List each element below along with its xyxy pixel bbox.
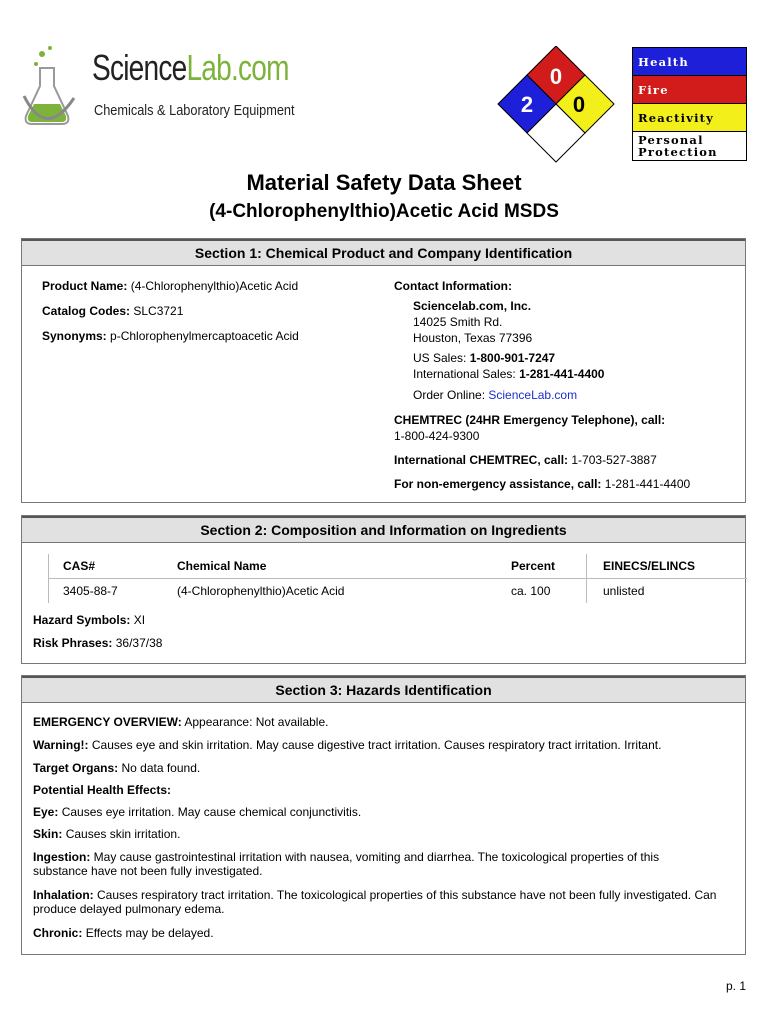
sciencelab-logo: [20, 44, 310, 134]
chemtrec-phone: 1-800-424-9300: [394, 429, 480, 443]
section-3: [21, 675, 746, 955]
section-3-heading: Section 3: Hazards Identification: [22, 676, 745, 703]
section-1-heading: Section 1: Chemical Product and Company Identification: [22, 239, 745, 266]
ingredients-table: [48, 554, 747, 603]
col-einecs: EINECS/ELINCS: [587, 554, 748, 579]
synonyms: p-Chlorophenylmercaptoacetic Acid: [110, 329, 299, 343]
order-online-link[interactable]: ScienceLab.com: [488, 388, 578, 402]
risk-phrases: 36/37/38: [115, 636, 163, 650]
address-line-1: 14025 Smith Rd.: [413, 315, 503, 329]
us-sales-phone: 1-800-901-7247: [469, 351, 556, 365]
chemtrec-label: CHEMTREC (24HR Emergency Telephone), call:: [394, 413, 666, 427]
hazard-symbols-line: Hazard Symbols: XI: [33, 613, 146, 627]
nfpa-health-value: 2: [520, 92, 534, 117]
contact-info-label: Contact Information:: [394, 279, 512, 293]
us-sales-line: US Sales: 1-800-901-7247: [413, 351, 556, 365]
logo-subtitle: Chemicals & Laboratory Equipment: [94, 102, 295, 119]
warning-statement: Warning!: Causes eye and skin irritation. May cause digestive tract irritation. Causes respiratory tract irritation. Irritant.: [33, 738, 662, 752]
intl-sales-phone: 1-281-441-4400: [519, 367, 605, 381]
section-2: [21, 515, 746, 664]
logo-wordmark: ScienceLab.com: [92, 47, 289, 88]
table-row: [49, 579, 748, 604]
cell-percent: ca. 100: [497, 579, 587, 604]
non-emergency-line: For non-emergency assistance, call: 1-281-441-4400: [394, 477, 691, 491]
emergency-overview: EMERGENCY OVERVIEW: Appearance: Not available.: [33, 715, 329, 729]
legend-pp-line1: Personal: [638, 133, 704, 147]
potential-health-effects: Potential Health Effects:: [33, 783, 172, 797]
nfpa-fire-value: 0: [549, 64, 563, 89]
catalog-codes: SLC3721: [133, 304, 184, 318]
document-subtitle: (4-Chlorophenylthio)Acetic Acid MSDS: [209, 201, 559, 222]
table-header-row: [49, 554, 748, 579]
col-cas: CAS#: [49, 554, 164, 579]
cell-einecs: unlisted: [603, 584, 645, 598]
synonyms-line: Synonyms: p-Chlorophenylmercaptoacetic Acid: [42, 329, 299, 343]
order-online-line: Order Online: ScienceLab.com: [413, 388, 578, 402]
company-name: Sciencelab.com, Inc.: [413, 299, 532, 313]
nfpa-diamond: [497, 46, 615, 164]
hazard-legend: [632, 47, 747, 161]
legend-pp-line2: Protection: [638, 145, 718, 159]
non-emergency-phone: 1-281-441-4400: [604, 477, 691, 491]
section-1: [21, 238, 746, 503]
catalog-codes-line: Catalog Codes: SLC3721: [42, 304, 184, 318]
skin-effects: Skin: Causes skin irritation.: [33, 827, 181, 841]
intl-chemtrec-line: International CHEMTREC, call: 1-703-527-3887: [394, 453, 657, 467]
eye-effects: Eye: Causes eye irritation. May cause chemical conjunctivitis.: [33, 805, 362, 819]
intl-chemtrec-phone: 1-703-527-3887: [571, 453, 657, 467]
col-percent: Percent: [497, 554, 587, 579]
cell-chemical-name: (4-Chlorophenylthio)Acetic Acid: [177, 584, 345, 598]
flask-icon: [20, 44, 80, 134]
product-name: (4-Chlorophenylthio)Acetic Acid: [130, 279, 299, 293]
page-number: p. 1: [725, 979, 746, 993]
intl-sales-line: International Sales: 1-281-441-4400: [413, 367, 605, 381]
target-organs: Target Organs: No data found.: [33, 761, 201, 775]
hazard-symbols: XI: [133, 613, 146, 627]
document-title: Material Safety Data Sheet: [246, 170, 522, 195]
cell-cas: 3405-88-7: [49, 579, 164, 604]
section-2-heading: Section 2: Composition and Information on Ingredients: [22, 516, 745, 543]
legend-reactivity: Reactivity: [633, 104, 746, 132]
chronic-effects: Chronic: Effects may be delayed.: [33, 926, 214, 940]
address-line-2: Houston, Texas 77396: [413, 331, 533, 345]
legend-personal-protection: [633, 132, 746, 160]
legend-health: Health: [633, 48, 746, 76]
product-name-line: Product Name: (4-Chlorophenylthio)Acetic Acid: [42, 279, 299, 293]
risk-phrases-line: Risk Phrases: 36/37/38: [33, 636, 163, 650]
inhalation-effects: Inhalation: Causes respiratory tract irritation. The toxicological properties of this substance have not been fully investigated. Can produce delayed pulmonary edema.: [33, 888, 717, 916]
ingestion-effects: Ingestion: May cause gastrointestinal irritation with nausea, vomiting and diarrhea. The toxicological properties of this substance have not been fully investigated.: [33, 850, 660, 878]
legend-fire: Fire: [633, 76, 746, 104]
nfpa-reactivity-value: 0: [572, 92, 586, 117]
col-chemical-name: Chemical Name: [163, 554, 497, 579]
